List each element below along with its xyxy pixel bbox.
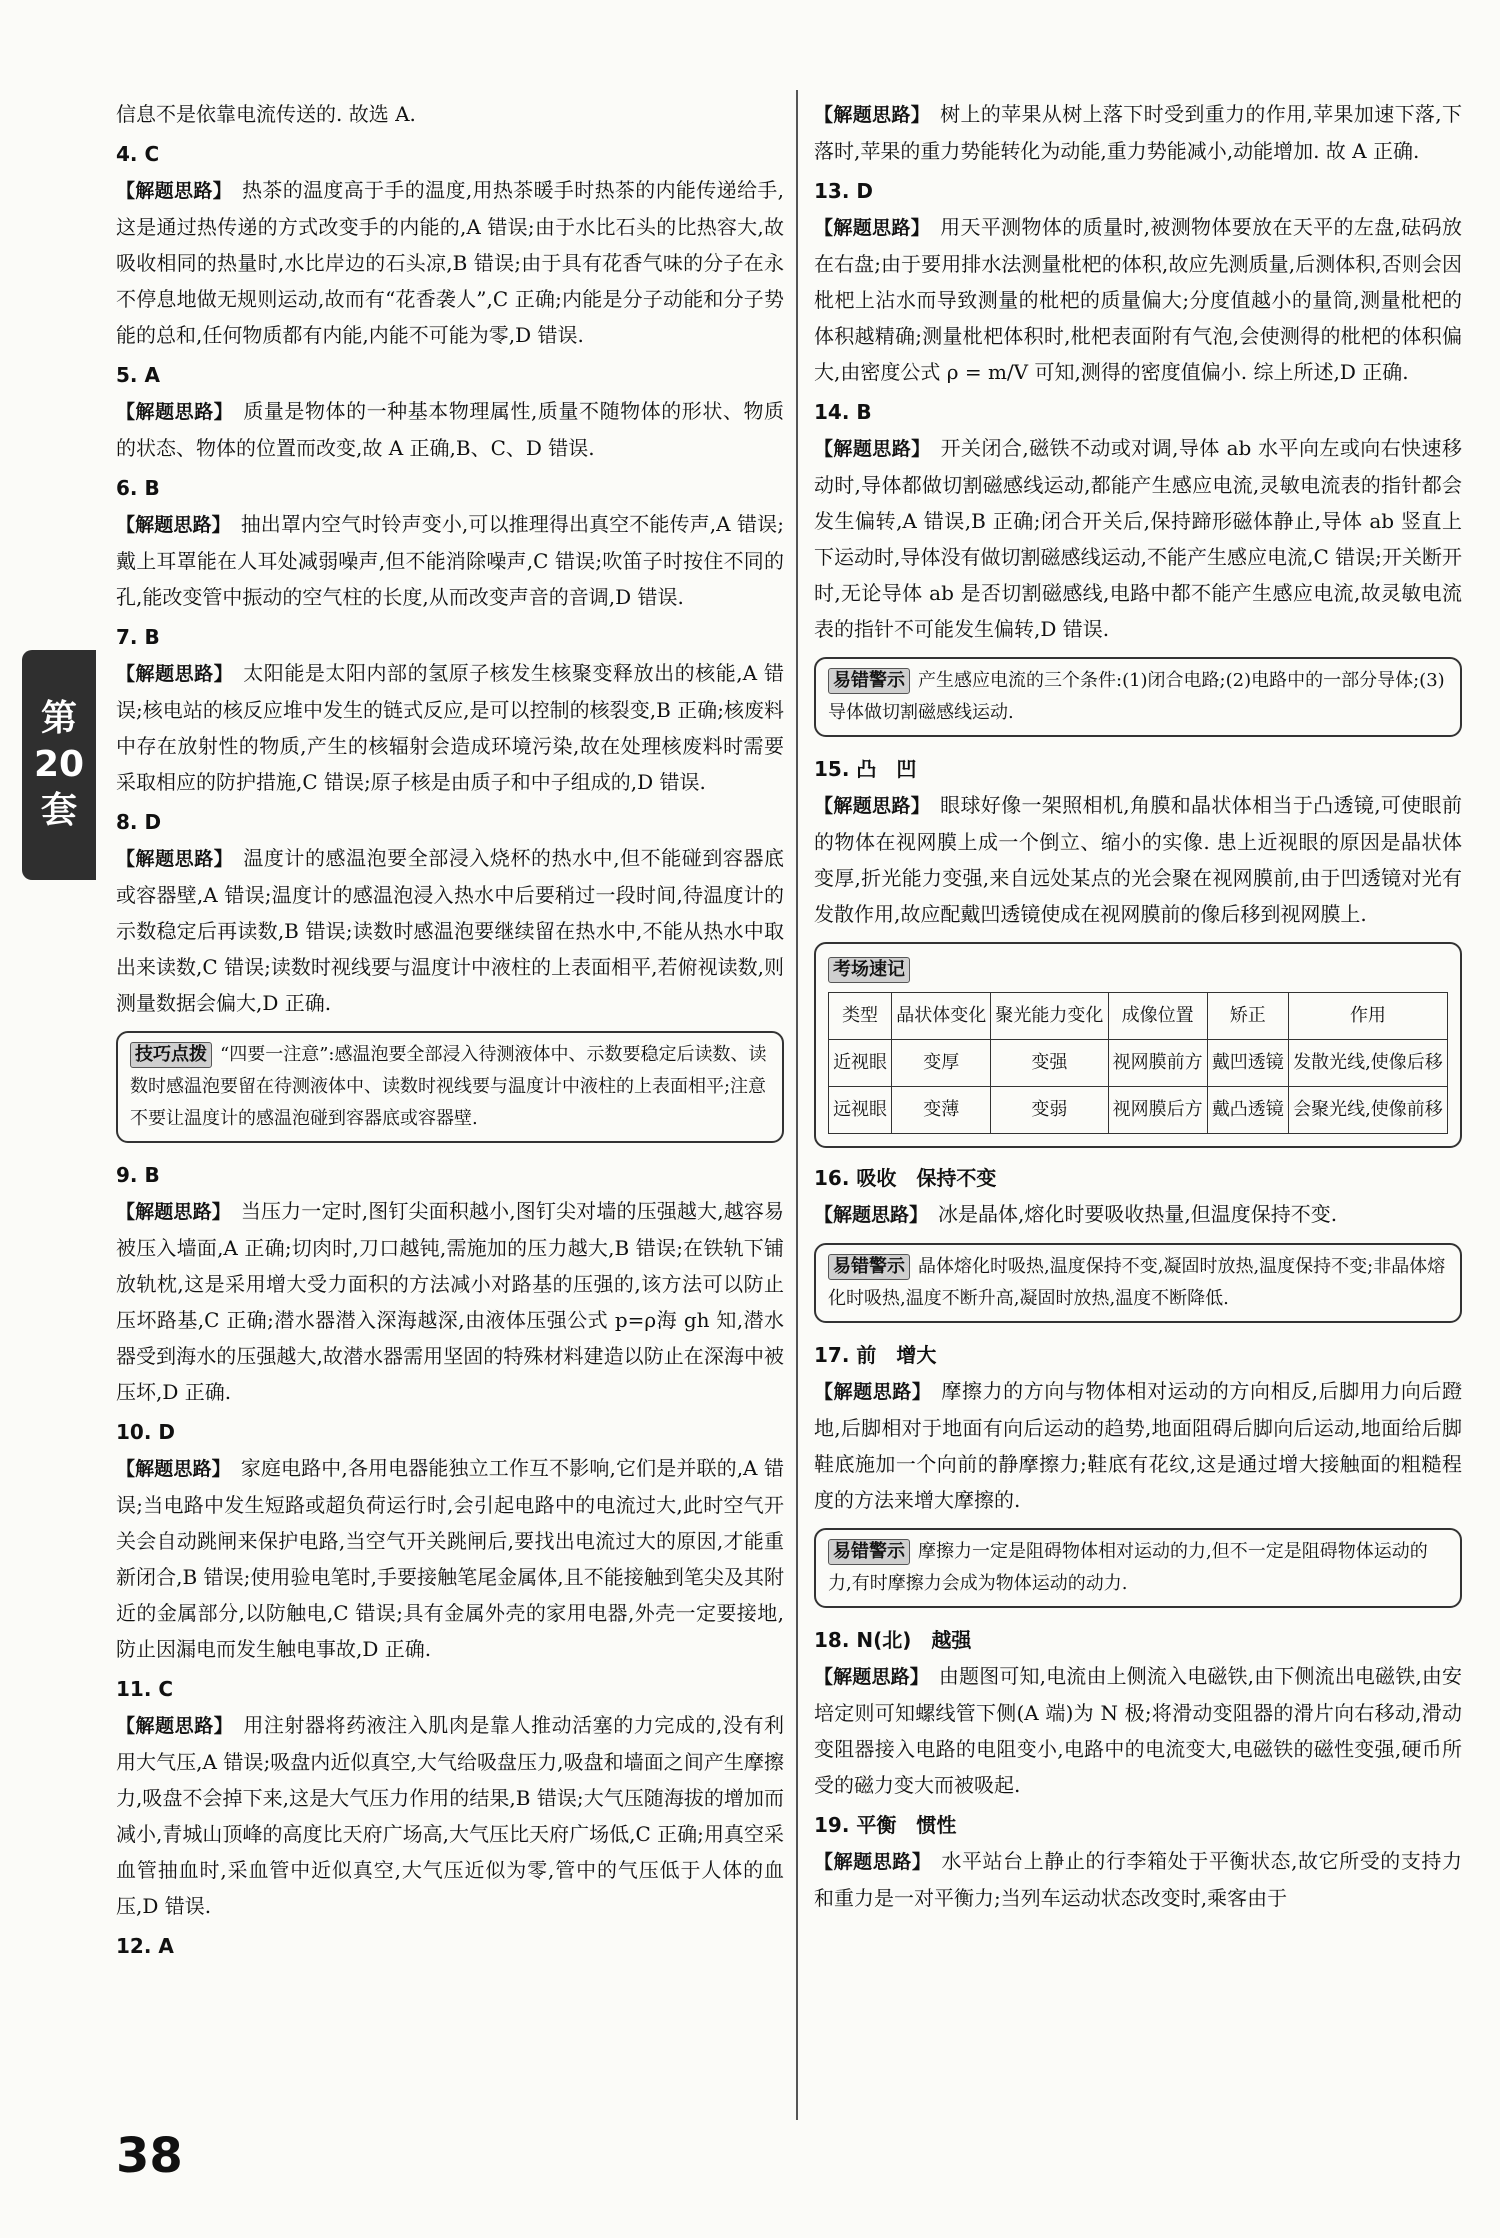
q18-label: 【解题思路】 <box>814 1666 929 1688</box>
q6-text: 抽出罩内空气时铃声变小,可以推理得出真空不能传声,A 错误;戴上耳罩能在人耳处减弱噪声,但不能消除噪声,C 错误;吹笛子时按住不同的孔,能改变管中振动的空气柱的长度,从而改变声音的音调,D 错误. <box>116 512 784 609</box>
q9-label: 【解题思路】 <box>116 1201 231 1223</box>
q17-text: 摩擦力的方向与物体相对运动的方向相反,后脚用力向后蹬地,后脚相对于地面有向后运动的趋势,地面阻碍后脚向后运动,地面给后脚鞋底施加一个向前的静摩擦力;鞋底有花纹,这是通过增大接触面的粗糙程度的方法来增大摩擦的. <box>814 1379 1462 1512</box>
q14-number: 14. B <box>814 400 872 424</box>
q9-number: 9. B <box>116 1163 160 1187</box>
q5-number: 5. A <box>116 363 160 387</box>
table-header: 聚光能力变化 <box>991 993 1108 1040</box>
q4-label: 【解题思路】 <box>116 180 233 202</box>
table-row <box>829 1040 1448 1087</box>
q12-label: 【解题思路】 <box>814 104 931 126</box>
q12-number: 12. A <box>116 1934 174 1958</box>
table-cell: 变薄 <box>892 1087 991 1134</box>
q10-explanation <box>116 1450 784 1667</box>
q8-text: 温度计的感温泡要全部浸入烧杯的热水中,但不能碰到容器底或容器壁,A 错误;温度计的感温泡浸入热水中后要稍过一段时间,待温度计的示数稳定后再读数,B 错误;读数时感温泡要继续留在热水中,不能从热水中取出来读数,C 错误;读数时视线要与温度计中液柱的上表面相平,若俯视读数,则测量数据会偏大,D 正确. <box>116 846 784 1015</box>
table-cell: 近视眼 <box>829 1040 892 1087</box>
q15-explanation <box>814 787 1462 932</box>
warning-box-q14 <box>814 657 1462 737</box>
side-tab-char-1: 第 <box>40 698 77 739</box>
quick-notes-tag: 考场速记 <box>828 957 910 983</box>
q15-number: 15. 凸 凹 <box>814 757 917 781</box>
tip-tag: 技巧点拨 <box>130 1042 212 1068</box>
q13-explanation <box>814 209 1462 390</box>
tip-text: “四要一注意”:感温泡要全部浸入待测液体中、示数要稳定后读数、读数时感温泡要留在待测液体中、读数时视线要与温度计中液柱的上表面相平;注意不要让温度计的感温泡碰到容器底或容器壁. <box>130 1044 767 1129</box>
chapter-side-tab <box>22 650 96 880</box>
q17-explanation <box>814 1373 1462 1518</box>
table-header: 类型 <box>829 993 892 1040</box>
left-column <box>116 96 784 1964</box>
table-cell: 发散光线,使像后移 <box>1288 1040 1447 1087</box>
q11-text: 用注射器将药液注入肌肉是靠人推动活塞的力完成的,没有利用大气压,A 错误;吸盘内近似真空,大气给吸盘压力,吸盘和墙面之间产生摩擦力,吸盘不会掉下来,这是大气压力作用的结果,B 错误;大气压随海拔的增加而减小,青城山顶峰的高度比天府广场高,大气压比天府广场低,C 正确;用真空采血管抽血时,采血管中近似真空,大气压近似为零,管中的气压低于人体的血压,D 错误. <box>116 1713 784 1918</box>
q9-explanation <box>116 1193 784 1410</box>
q16-number: 16. 吸收 保持不变 <box>814 1166 997 1190</box>
intro-text: 信息不是依靠电流传送的. 故选 A. <box>116 102 416 126</box>
q17-number: 17. 前 增大 <box>814 1343 937 1367</box>
table-cell: 变弱 <box>991 1087 1108 1134</box>
q6-label: 【解题思路】 <box>116 514 231 536</box>
q9-text: 当压力一定时,图钉尖面积越小,图钉尖对墙的压强越大,越容易被压入墙面,A 正确;切肉时,刀口越钝,需施加的压力越大,B 错误;在铁轨下铺放轨枕,这是采用增大受力面积的方法减小对路基的压强的,该方法可以防止压坏路基,C 正确;潜水器潜入深海越深,由液体压强公式 p=ρ海 gh 知,潜水器受到海水的压强越大,故潜水器需用坚固的特殊材料建造以防止在深海中被压坏,D 正确. <box>116 1199 784 1404</box>
warning-text-q16: 晶体熔化时吸热,温度保持不变,凝固时放热,温度保持不变;非晶体熔化时吸热,温度不断升高,凝固时放热,温度不断降低. <box>828 1256 1446 1309</box>
eye-comparison-table <box>828 992 1448 1134</box>
page-number: 38 <box>116 2128 183 2184</box>
quick-notes-box <box>814 942 1462 1148</box>
q8-label: 【解题思路】 <box>116 848 234 870</box>
table-cell: 视网膜前方 <box>1108 1040 1207 1087</box>
table-cell: 戴凸透镜 <box>1207 1087 1288 1134</box>
q17-label: 【解题思路】 <box>814 1381 932 1403</box>
q10-number: 10. D <box>116 1420 175 1444</box>
warning-tag-q17: 易错警示 <box>828 1539 910 1565</box>
q19-text: 水平站台上静止的行李箱处于平衡状态,故它所受的支持力和重力是一对平衡力;当列车运动状态改变时,乘客由于 <box>814 1849 1462 1910</box>
q5-label: 【解题思路】 <box>116 401 234 423</box>
warning-text-q14: 产生感应电流的三个条件:(1)闭合电路;(2)电路中的一部分导体;(3)导体做切割磁感线运动. <box>828 670 1445 723</box>
q8-explanation <box>116 840 784 1021</box>
table-cell: 戴凹透镜 <box>1207 1040 1288 1087</box>
table-row <box>829 1087 1448 1134</box>
q12-explanation <box>814 96 1462 169</box>
table-cell: 变厚 <box>892 1040 991 1087</box>
table-cell: 变强 <box>991 1040 1108 1087</box>
table-header-row <box>829 993 1448 1040</box>
warning-tag-q16: 易错警示 <box>828 1254 910 1280</box>
q16-explanation <box>814 1196 1462 1233</box>
q18-number: 18. N(北) 越强 <box>814 1628 972 1652</box>
table-cell: 远视眼 <box>829 1087 892 1134</box>
q18-explanation <box>814 1658 1462 1803</box>
warning-text-q17: 摩擦力一定是阻碍物体相对运动的力,但不一定是阻碍物体运动的力,有时摩擦力会成为物体运动的动力. <box>828 1541 1428 1594</box>
q11-number: 11. C <box>116 1677 174 1701</box>
q10-text: 家庭电路中,各用电器能独立工作互不影响,它们是并联的,A 错误;当电路中发生短路或超负荷运行时,会引起电路中的电流过大,此时空气开关会自动跳闸来保护电路,当空气开关跳闸后,要找出电流过大的原因,才能重新闭合,B 错误;使用验电笔时,手要接触笔尾金属体,且不能接触到笔尖及其附近的金属部分,以防触电,C 错误;具有金属外壳的家用电器,外壳一定要接地,防止因漏电而发生触电事故,D 正确. <box>116 1456 784 1661</box>
table-cell: 会聚光线,使像前移 <box>1288 1087 1447 1134</box>
q6-explanation <box>116 506 784 615</box>
q7-text: 太阳能是太阳内部的氢原子核发生核聚变释放出的核能,A 错误;核电站的核反应堆中发生的链式反应,是可以控制的核裂变,B 正确;核废料中存在放射性的物质,产生的核辐射会造成环境污染,故在处理核废料时需要采取相应的防护措施,C 错误;原子核是由质子和中子组成的,D 错误. <box>116 661 784 794</box>
q4-explanation <box>116 172 784 353</box>
q11-explanation <box>116 1707 784 1924</box>
right-column <box>814 96 1462 1916</box>
q19-label: 【解题思路】 <box>814 1851 932 1873</box>
q14-label: 【解题思路】 <box>814 438 931 460</box>
q4-number: 4. C <box>116 142 160 166</box>
q13-number: 13. D <box>814 179 873 203</box>
q11-label: 【解题思路】 <box>116 1715 234 1737</box>
column-divider <box>796 90 798 2120</box>
table-header: 矫正 <box>1207 993 1288 1040</box>
table-cell: 视网膜后方 <box>1108 1087 1207 1134</box>
tip-box <box>116 1031 784 1143</box>
q12-text: 树上的苹果从树上落下时受到重力的作用,苹果加速下落,下落时,苹果的重力势能转化为动能,重力势能减小,动能增加. 故 A 正确. <box>814 102 1462 163</box>
q7-number: 7. B <box>116 625 160 649</box>
q19-explanation <box>814 1843 1462 1916</box>
q19-number: 19. 平衡 惯性 <box>814 1813 957 1837</box>
q7-explanation <box>116 655 784 800</box>
side-tab-char-2: 套 <box>40 790 77 831</box>
q8-number: 8. D <box>116 810 162 834</box>
q15-label: 【解题思路】 <box>814 795 931 817</box>
q4-text: 热茶的温度高于手的温度,用热茶暖手时热茶的内能传递给手,这是通过热传递的方式改变手的内能的,A 错误;由于水比石头的比热容大,故吸收相同的热量时,水比岸边的石头凉,B 错误;由于具有花香气味的分子在永不停息地做无规则运动,故而有“花香袭人”,C 正确;内能是分子动能和分子势能的总和,任何物质都有内能,内能不可能为零,D 错误. <box>116 178 784 347</box>
q5-explanation <box>116 393 784 466</box>
q14-explanation <box>814 430 1462 647</box>
q13-text: 用天平测物体的质量时,被测物体要放在天平的左盘,砝码放在右盘;由于要用排水法测量枇杷的体积,故应先测质量,后测体积,否则会因枇杷上沾水而导致测量的枇杷的质量偏大;分度值越小的量筒,测量枇杷的体积越精确;测量枇杷体积时,枇杷表面附有气泡,会使测得的枇杷的体积偏大,由密度公式 ρ = m/V 可知,测得的密度值偏小. 综上所述,D 正确. <box>814 215 1462 384</box>
q6-number: 6. B <box>116 476 160 500</box>
table-header: 成像位置 <box>1108 993 1207 1040</box>
q5-text: 质量是物体的一种基本物理属性,质量不随物体的形状、物质的状态、物体的位置而改变,故 A 正确,B、C、D 错误. <box>116 399 784 460</box>
q16-text: 冰是晶体,熔化时要吸收热量,但温度保持不变. <box>938 1202 1338 1226</box>
table-header: 晶状体变化 <box>892 993 991 1040</box>
q13-label: 【解题思路】 <box>814 217 931 239</box>
q16-label: 【解题思路】 <box>814 1204 929 1226</box>
table-header: 作用 <box>1288 993 1447 1040</box>
warning-box-q16 <box>814 1243 1462 1323</box>
q15-text: 眼球好像一架照相机,角膜和晶状体相当于凸透镜,可使眼前的物体在视网膜上成一个倒立、缩小的实像. 患上近视眼的原因是晶状体变厚,折光能力变强,来自远处某点的光会聚在视网膜前,由于凹透镜对光有发散作用,故应配戴凹透镜使成在视网膜前的像后移到视网膜上. <box>814 793 1462 926</box>
q14-text: 开关闭合,磁铁不动或对调,导体 ab 水平向左或向右快速移动时,导体都做切割磁感线运动,都能产生感应电流,灵敏电流表的指针都会发生偏转,A 错误,B 正确;闭合开关后,保持蹄形磁体静止,导体 ab 竖直上下运动时,导体没有做切割磁感线运动,不能产生感应电流,C 错误;开关断开时,无论导体 ab 是否切割磁感线,电路中都不能产生感应电流,故灵敏电流表的指针不可能发生偏转,D 错误. <box>814 436 1462 641</box>
q10-label: 【解题思路】 <box>116 1458 231 1480</box>
side-tab-number: 20 <box>33 744 85 785</box>
warning-tag-q14: 易错警示 <box>828 668 910 694</box>
q7-label: 【解题思路】 <box>116 663 234 685</box>
q18-text: 由题图可知,电流由上侧流入电磁铁,由下侧流出电磁铁,由安培定则可知螺线管下侧(A 端)为 N 极;将滑动变阻器的滑片向右移动,滑动变阻器接入电路的电阻变小,电路中的电流变大,电磁铁的磁性变强,硬币所受的磁力变大而被吸起. <box>814 1664 1462 1797</box>
warning-box-q17 <box>814 1528 1462 1608</box>
